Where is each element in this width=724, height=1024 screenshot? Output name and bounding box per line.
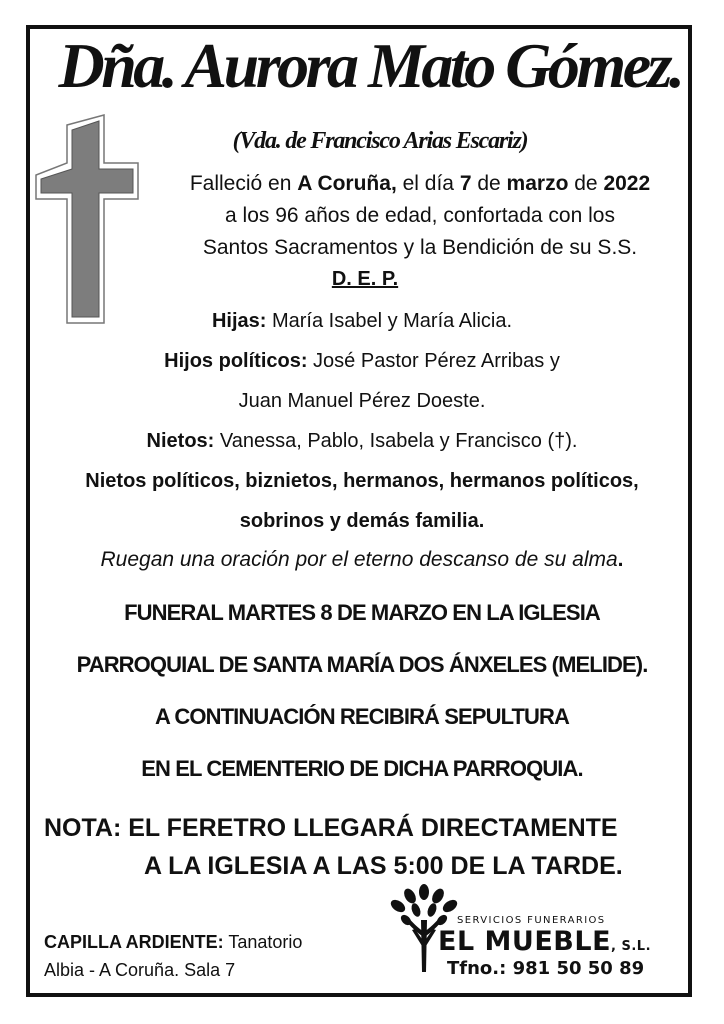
death-line-1: Falleció en A Coruña, el día 7 de marzo de 2022 [189, 172, 651, 195]
funeral-home-name: EL MUEBLE, S.L. [438, 926, 652, 957]
funeral-line-3: A CONTINUACIÓN RECIBIRÁ SEPULTURA [155, 704, 569, 729]
sons-in-law-line-1: Hijos políticos: José Pastor Pérez Arribas y [164, 350, 560, 372]
chapel-line-2: Albia - A Coruña. Sala 7 [44, 960, 236, 980]
sons-in-law-line-2: Juan Manuel Pérez Doeste. [238, 390, 486, 412]
prayer-line: Ruegan una oración por el eterno descanso de su alma. [100, 548, 624, 571]
nota-line-1: NOTA: EL FERETRO LLEGARÁ DIRECTAMENTE [44, 814, 618, 842]
death-line-2: a los 96 años de edad, confortada con los [225, 204, 615, 227]
grandchildren-line: Nietos: Vanessa, Pablo, Isabela y Francisco (†). [146, 430, 578, 452]
widow-of: (Vda. de Francisco Arias Escariz) [232, 128, 528, 154]
deceased-name: Dña. Aurora Mato Gómez. [58, 30, 682, 101]
nota-line-2: A LA IGLESIA A LAS 5:00 DE LA TARDE. [144, 852, 623, 880]
chapel-line-1: CAPILLA ARDIENTE: Tanatorio [44, 932, 303, 952]
death-line-3: Santos Sacramentos y la Bendición de su S.S. [202, 236, 638, 259]
funeral-home-phone: Tfno.: 981 50 50 89 [447, 958, 645, 979]
other-family-line-1: Nietos políticos, biznietos, hermanos, hermanos políticos, [85, 470, 639, 492]
dep-label: D. E. P. [331, 268, 399, 290]
funeral-line-2: PARROQUIAL DE SANTA MARÍA DOS ÁNXELES (MELIDE). [76, 652, 648, 677]
funeral-line-1: FUNERAL MARTES 8 DE MARZO EN LA IGLESIA [124, 600, 600, 625]
funeral-home-tagline: SERVICIOS FUNERARIOS [457, 915, 606, 926]
daughters-line: Hijas: María Isabel y María Alicia. [211, 310, 513, 332]
other-family-line-2: sobrinos y demás familia. [239, 510, 485, 532]
cross-icon [34, 113, 142, 327]
funeral-line-4: EN EL CEMENTERIO DE DICHA PARROQUIA. [141, 756, 583, 781]
